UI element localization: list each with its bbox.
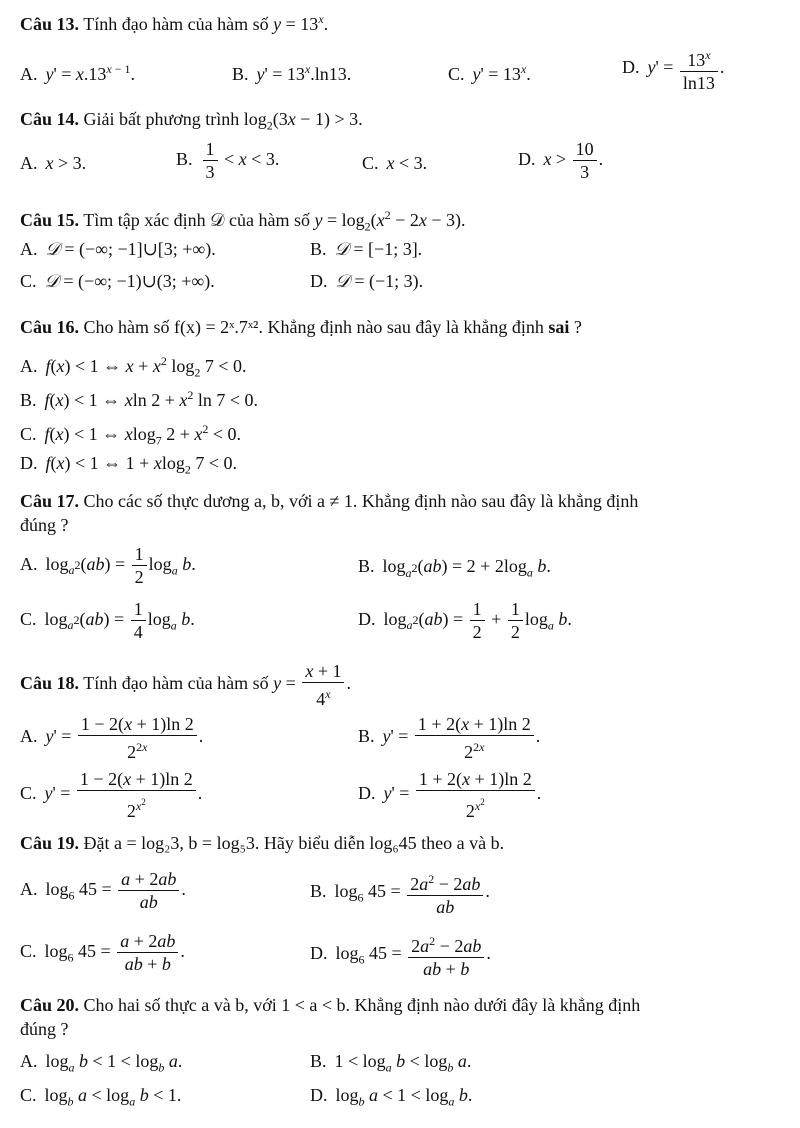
option-17d[interactable]: D. $\log_{a^2}(ab)$ = $\frac{1}{2}$ + $\frac{1}{2}$ $\log_a b$.	[358, 599, 572, 642]
option-18c[interactable]: C. y' = $\frac{1 - 2(x + 1)\ln 2}{2^{x^2}}$ .	[20, 769, 203, 821]
option-15c[interactable]: C. 𝒟 = (−∞; −1)∪(3; +∞).	[20, 271, 215, 291]
question-17-line2: đúng ?	[20, 515, 69, 535]
question-13	[20, 8, 328, 35]
option-16b[interactable]: B. f(x) < 1 ⇔ xln $2 + x^2$ ln 7 < 0.	[20, 388, 258, 410]
option-13d[interactable]: D. y' = $\frac{13^x}{\ln 13}$ .	[622, 44, 724, 94]
option-16a[interactable]: A. f(x) < 1 ⇔ $x + x^2$ $\log_2 7 < 0$.	[20, 354, 247, 380]
question-expr: $y = 13^x$.	[273, 12, 329, 34]
option-13c[interactable]: C. $y' = 13^x$.	[448, 62, 531, 84]
option-16d[interactable]: D. f(x) < 1 ⇔ 1 + xlog$_2$ 7 < 0.	[20, 453, 237, 477]
question-16: Câu 16. Cho hàm số f(x) = 2ˣ.7ˣ². Khẳng định nào sau đây là khẳng định sai ?	[20, 317, 582, 337]
question-14: Câu 14. Giải bất phương trình $\log_2(3x - 1) > 3$.	[20, 109, 363, 133]
option-19b[interactable]: B. $\log_6 45$ = $\frac{2a^2 - 2ab}{ab}$ .	[310, 868, 490, 918]
option-17a[interactable]: A. $\log_{a^2}(ab)$ = $\frac{1}{2}$ $\log_a b$.	[20, 544, 196, 587]
option-14d[interactable]: D. x > $\frac{10}{3}$ .	[518, 139, 604, 182]
option-18d[interactable]: D. y' = $\frac{1 + 2(x + 1)\ln 2}{2^{x^2}}$ .	[358, 769, 542, 821]
question-17: Câu 17. Cho các số thực dương a, b, với a ≠ 1. Khẳng định nào sau đây là khẳng định	[20, 491, 639, 511]
option-15b[interactable]: B. 𝒟 = [−1; 3].	[310, 239, 423, 259]
option-14c[interactable]: C. x < 3.	[362, 153, 428, 173]
question-number: Câu 13.	[20, 14, 80, 34]
option-20b[interactable]: B. $1 < \log_a b < \log_b a$.	[310, 1051, 472, 1075]
option-17b[interactable]: B. $\log_{a^2}(ab) = 2 + 2\log_a$ b.	[358, 556, 551, 580]
option-19c[interactable]: C. $\log_6 45$ = $\frac{a + 2ab}{ab + b}$ .	[20, 931, 185, 974]
question-19: Câu 19. Đặt a = log₂3, b = log₅3. Hãy biểu diễn log₆45 theo a và b.	[20, 833, 505, 853]
option-20a[interactable]: A. $\log_a b < 1 < \log_b a$.	[20, 1051, 183, 1075]
question-15: Câu 15. Tìm tập xác định 𝒟 của hàm số $y = \log_2(x^2 - 2x - 3)$.	[20, 208, 466, 234]
option-17c[interactable]: C. $\log_{a^2}(ab)$ = $\frac{1}{4}$ $\log_a b$.	[20, 599, 195, 642]
question-20-line2: đúng ?	[20, 1019, 69, 1039]
option-19d[interactable]: D. $\log_6 45$ = $\frac{2a^2 - 2ab}{ab + b}$ .	[310, 930, 491, 980]
option-14b[interactable]: B. $\frac{1}{3}$ < x < 3.	[176, 139, 280, 182]
option-15d[interactable]: D. 𝒟 = (−1; 3).	[310, 271, 424, 291]
option-15a[interactable]: A. 𝒟 = (−∞; −1]∪[3; +∞).	[20, 239, 216, 259]
option-13b[interactable]: B. $y' = 13^x.\ln 13$.	[232, 62, 352, 84]
question-18: Câu 18. Tính đạo hàm của hàm số y = $\frac{x + 1}{4^x}$ .	[20, 661, 351, 709]
option-19a[interactable]: A. $\log_6 45$ = $\frac{a + 2ab}{ab}$ .	[20, 869, 186, 912]
option-20d[interactable]: D. $\log_b a < 1 < \log_a b$.	[310, 1085, 473, 1109]
question-20: Câu 20. Cho hai số thực a và b, với 1 < a < b. Khẳng định nào dưới đây là khẳng định	[20, 995, 641, 1015]
option-18b[interactable]: B. y' = $\frac{1 + 2(x + 1)\ln 2}{2^{2x}}$ .	[358, 714, 541, 762]
option-18a[interactable]: A. y' = $\frac{1 - 2(x + 1)\ln 2}{2^{2x}}$ .	[20, 714, 204, 762]
option-16c[interactable]: C. f(x) < 1 ⇔ xlog$_7$ $2 + x^2 < 0$.	[20, 422, 242, 448]
option-14a[interactable]: A. x > 3.	[20, 153, 87, 173]
option-13a[interactable]: A. $y' = x.13^{x - 1}$.	[20, 62, 136, 84]
option-20c[interactable]: C. $\log_b a < \log_a b < 1$.	[20, 1085, 182, 1109]
question-text: Tính đạo hàm của hàm số	[83, 14, 274, 34]
